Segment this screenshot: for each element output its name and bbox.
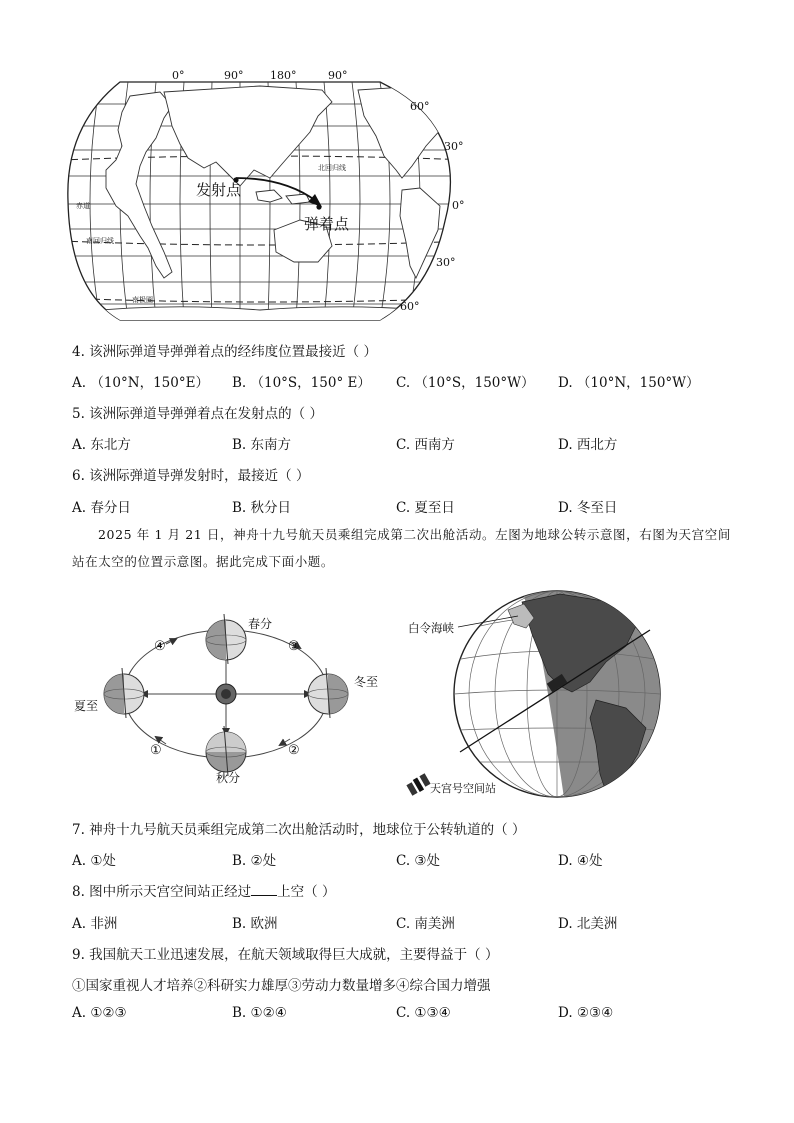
- orbit-marker-2: ②: [288, 743, 300, 758]
- label-winter-solstice: 冬至: [354, 675, 379, 689]
- question-5-stem: 5. 该洲际弹道导弹弹着点在发射点的（ ）: [72, 406, 323, 422]
- lon-label-3: 90°: [328, 69, 348, 82]
- lat-label-0: 60°: [410, 100, 430, 113]
- q7-option-c[interactable]: C. ③处: [396, 853, 441, 869]
- impact-label: 弹着点: [304, 215, 350, 233]
- q5-option-a[interactable]: A. 东北方: [72, 437, 131, 453]
- q5-option-d[interactable]: D. 西北方: [558, 437, 618, 453]
- world-map-figure: [60, 66, 470, 326]
- earth-summer: [104, 668, 144, 718]
- lat-label-4: 60°: [400, 300, 420, 313]
- q7-option-d[interactable]: D. ④处: [558, 853, 603, 869]
- orbit-marker-3: ③: [288, 639, 300, 654]
- tropic-of-cancer-label: 北回归线: [318, 164, 346, 172]
- earth-orbit-diagram: [66, 606, 396, 786]
- q5-option-c[interactable]: C. 西南方: [396, 437, 455, 453]
- orbit-marker-1: ①: [150, 743, 162, 758]
- earth-autumn: [206, 726, 246, 776]
- lat-label-3: 30°: [436, 256, 456, 269]
- q4-option-d[interactable]: D. （10°N，150°W）: [558, 375, 700, 391]
- q7-option-a[interactable]: A. ①处: [72, 853, 116, 869]
- q8-stem-after: 上空（ ）: [277, 884, 336, 900]
- q9-option-b[interactable]: B. ①②④: [232, 1005, 287, 1021]
- q8-stem-before: 8. 图中所示天宫空间站正经过: [72, 884, 252, 900]
- q8-option-c[interactable]: C. 南美洲: [396, 916, 455, 932]
- q9-option-a[interactable]: A. ①②③: [72, 1005, 127, 1021]
- orbit-marker-4: ④: [154, 639, 166, 654]
- q6-option-a[interactable]: A. 春分日: [72, 500, 131, 516]
- passage-intro: 2025 年 1 月 21 日，神舟十九号航天员乘组完成第二次出舱活动。左图为地球公转示意图，右图为天宫空间站在太空的位置示意图。据此完成下面小题。: [72, 527, 731, 569]
- launch-label: 发射点: [196, 181, 242, 199]
- q4-option-b[interactable]: B. （10°S，150° E）: [232, 375, 371, 391]
- q8-blank: [251, 883, 277, 896]
- q6-option-c[interactable]: C. 夏至日: [396, 500, 455, 516]
- label-spring-equinox: 春分: [248, 617, 273, 631]
- label-tiangong-station: 天宫号空间站: [430, 782, 496, 795]
- label-summer-solstice: 夏至: [74, 699, 99, 713]
- q9-option-c[interactable]: C. ①③④: [396, 1005, 451, 1021]
- q8-option-b[interactable]: B. 欧洲: [232, 916, 278, 932]
- impact-point-dot: [316, 204, 321, 209]
- label-bering-strait: 白令海峡: [408, 621, 454, 635]
- earth-winter: [308, 668, 348, 718]
- q6-option-b[interactable]: B. 秋分日: [232, 500, 292, 516]
- q8-option-d[interactable]: D. 北美洲: [558, 916, 618, 932]
- lat-label-2: 0°: [452, 199, 465, 212]
- question-9-statements: ①国家重视人才培养②科研实力雄厚③劳动力数量增多④综合国力增强: [72, 978, 491, 994]
- globe-figure: [400, 590, 670, 805]
- q8-option-a[interactable]: A. 非洲: [72, 916, 118, 932]
- q5-option-b[interactable]: B. 东南方: [232, 437, 292, 453]
- antarctic-circle-label: 南极圈: [132, 296, 153, 304]
- q9-option-d[interactable]: D. ②③④: [558, 1005, 614, 1021]
- q6-option-d[interactable]: D. 冬至日: [558, 500, 618, 516]
- q7-option-b[interactable]: B. ②处: [232, 853, 277, 869]
- lon-label-0: 0°: [172, 69, 185, 82]
- q4-option-c[interactable]: C. （10°S，150°W）: [396, 375, 535, 391]
- q4-option-a[interactable]: A. （10°N，150°E）: [72, 375, 209, 391]
- question-4-stem: 4. 该洲际弹道导弹弹着点的经纬度位置最接近（ ）: [72, 344, 377, 360]
- tropic-of-capricorn-label: 南回归线: [86, 237, 114, 245]
- question-8-stem: [72, 880, 335, 900]
- label-autumn-equinox: 秋分: [216, 771, 241, 785]
- question-9-stem: 9. 我国航天工业迅速发展，在航天领域取得巨大成就，主要得益于（ ）: [72, 947, 499, 963]
- space-station-legend-icon: [406, 773, 430, 795]
- equator-label: 赤道: [76, 202, 90, 210]
- lat-label-1: 30°: [444, 140, 464, 153]
- question-7-stem: 7. 神舟十九号航天员乘组完成第二次出舱活动时，地球位于公转轨道的（ ）: [72, 822, 526, 838]
- earth-spring: [206, 614, 246, 664]
- lon-label-1: 90°: [224, 69, 244, 82]
- lon-label-2: 180°: [270, 69, 297, 82]
- question-6-stem: 6. 该洲际弹道导弹发射时，最接近（ ）: [72, 468, 310, 484]
